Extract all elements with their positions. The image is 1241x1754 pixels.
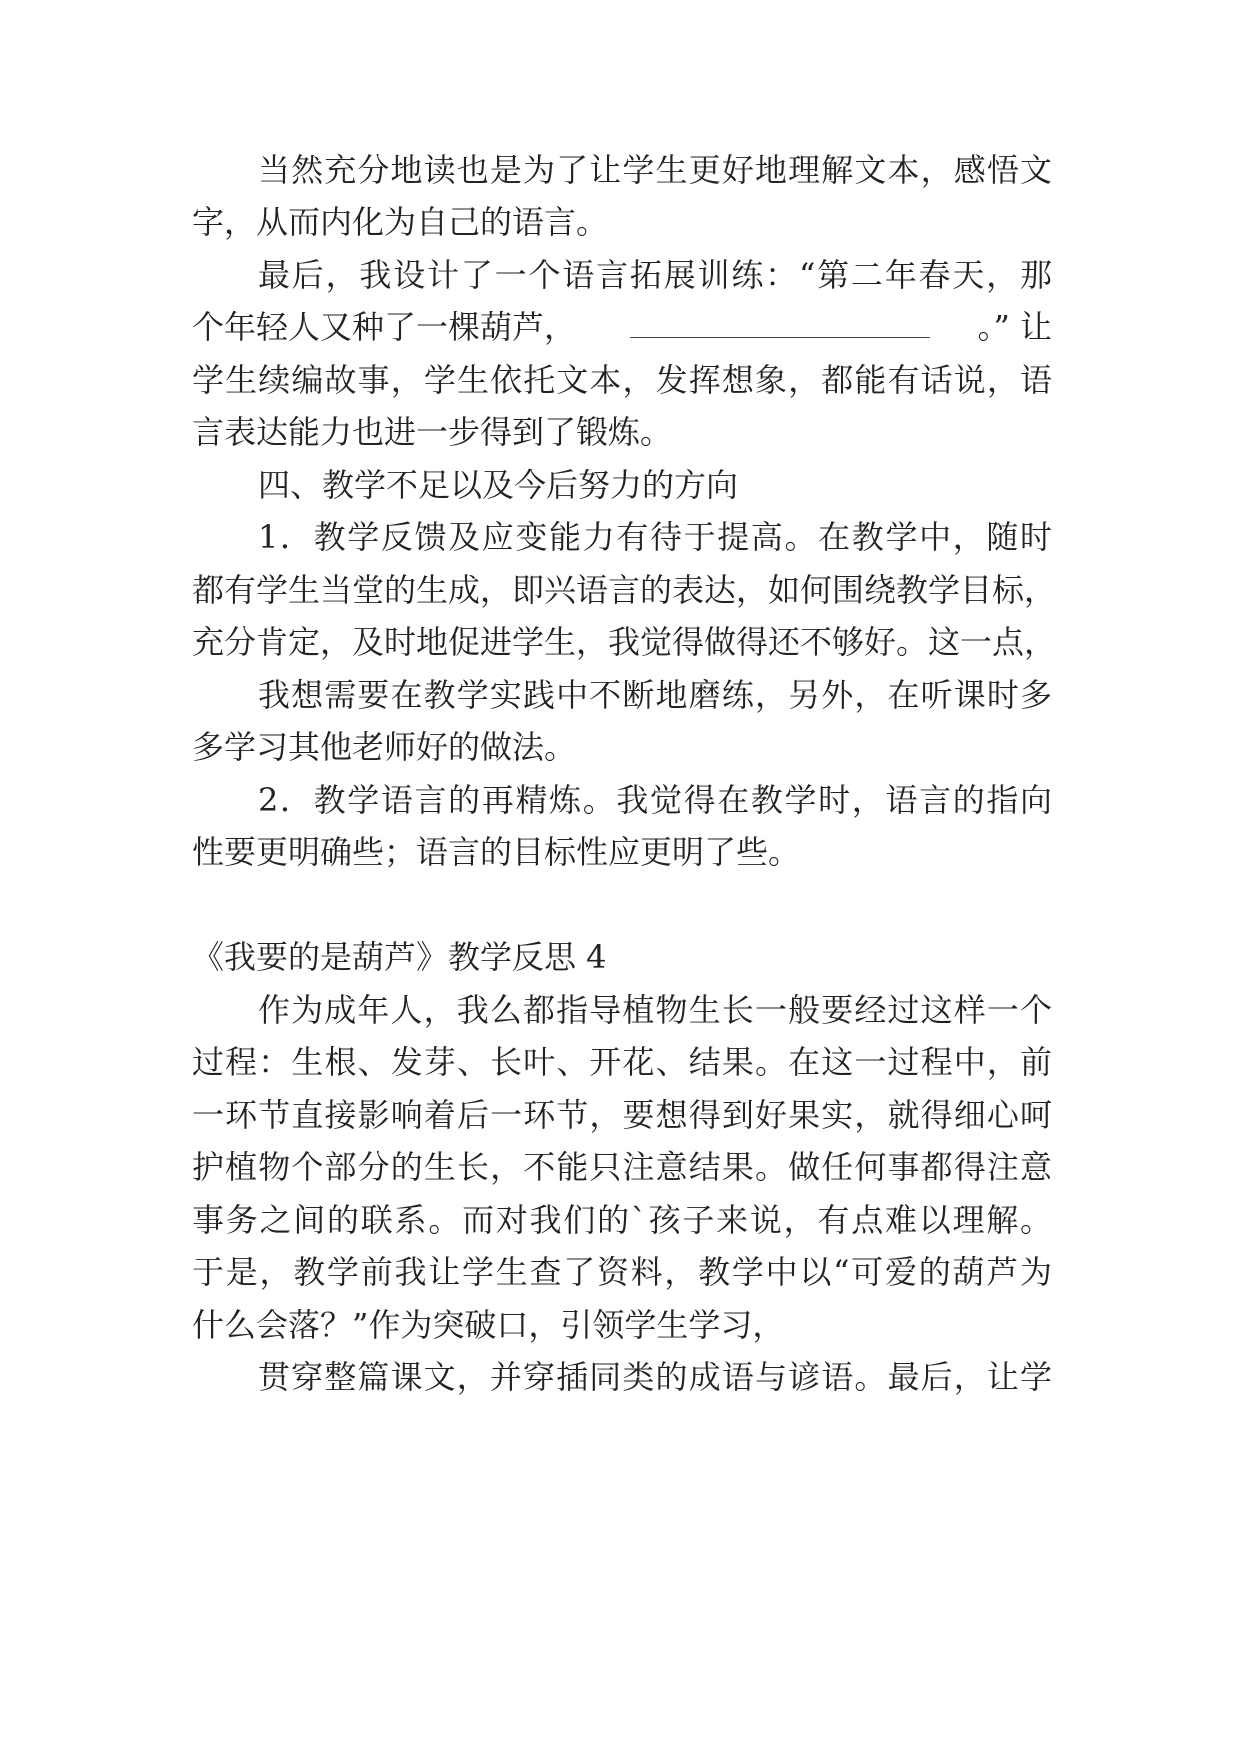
paragraph-line: 言表达能力也进一步得到了锻炼。 — [192, 413, 673, 451]
paragraph-text: 。” 让 — [977, 308, 1052, 346]
paragraph-line: 性要更明确些；语言的目标性应更明了些。 — [192, 833, 801, 871]
paragraph-line: 都有学生当堂的生成，即兴语言的表达，如何围绕教学目标， — [192, 571, 1057, 609]
paragraph-line: 什么会落？”作为突破口，引领学生学习， — [192, 1306, 785, 1344]
paragraph-line: 2．教学语言的再精炼。我觉得在教学时，语言的指向 — [258, 781, 1052, 819]
article-title: 《我要的是葫芦》教学反思 4 — [192, 938, 607, 976]
paragraph-line: 字，从而内化为自己的语言。 — [192, 203, 609, 241]
paragraph-line: 一环节直接影响着后一环节，要想得到好果实，就得细心呵 — [192, 1096, 1052, 1134]
fill-in-blank — [630, 307, 930, 338]
paragraph-line: 多学习其他老师好的做法。 — [192, 728, 577, 766]
paragraph-line: 过程：生根、发芽、长叶、开花、结果。在这一过程中，前 — [192, 1043, 1052, 1081]
paragraph-line: 学生续编故事，学生依托文本，发挥想象，都能有话说，语 — [192, 361, 1052, 399]
paragraph-text: 个年轻人又种了一棵葫芦， — [192, 308, 577, 346]
paragraph-line: 护植物个部分的生长，不能只注意结果。做任何事都得注意 — [192, 1148, 1052, 1186]
paragraph-line: 充分肯定，及时地促进学生，我觉得做得还不够好。这一点， — [192, 623, 1057, 661]
paragraph-line: 贯穿整篇课文，并穿插同类的成语与谚语。最后，让学 — [258, 1358, 1052, 1396]
paragraph-line: 当然充分地读也是为了让学生更好地理解文本，感悟文 — [258, 151, 1052, 189]
paragraph-line: 于是，教学前我让学生查了资料，教学中以“可爱的葫芦为 — [192, 1253, 1052, 1291]
paragraph-line: 我想需要在教学实践中不断地磨练，另外，在听课时多 — [258, 676, 1052, 714]
paragraph-line: 1．教学反馈及应变能力有待于提高。在教学中，随时 — [258, 518, 1052, 556]
paragraph-line: 事务之间的联系。而对我们的`孩子来说，有点难以理解。 — [192, 1201, 1052, 1239]
section-heading: 四、教学不足以及今后努力的方向 — [258, 466, 739, 504]
paragraph-line-with-blank — [192, 307, 1052, 347]
paragraph-line: 最后，我设计了一个语言拓展训练：“第二年春天，那 — [258, 256, 1052, 294]
paragraph-line: 作为成年人，我么都指导植物生长一般要经过这样一个 — [258, 991, 1052, 1029]
